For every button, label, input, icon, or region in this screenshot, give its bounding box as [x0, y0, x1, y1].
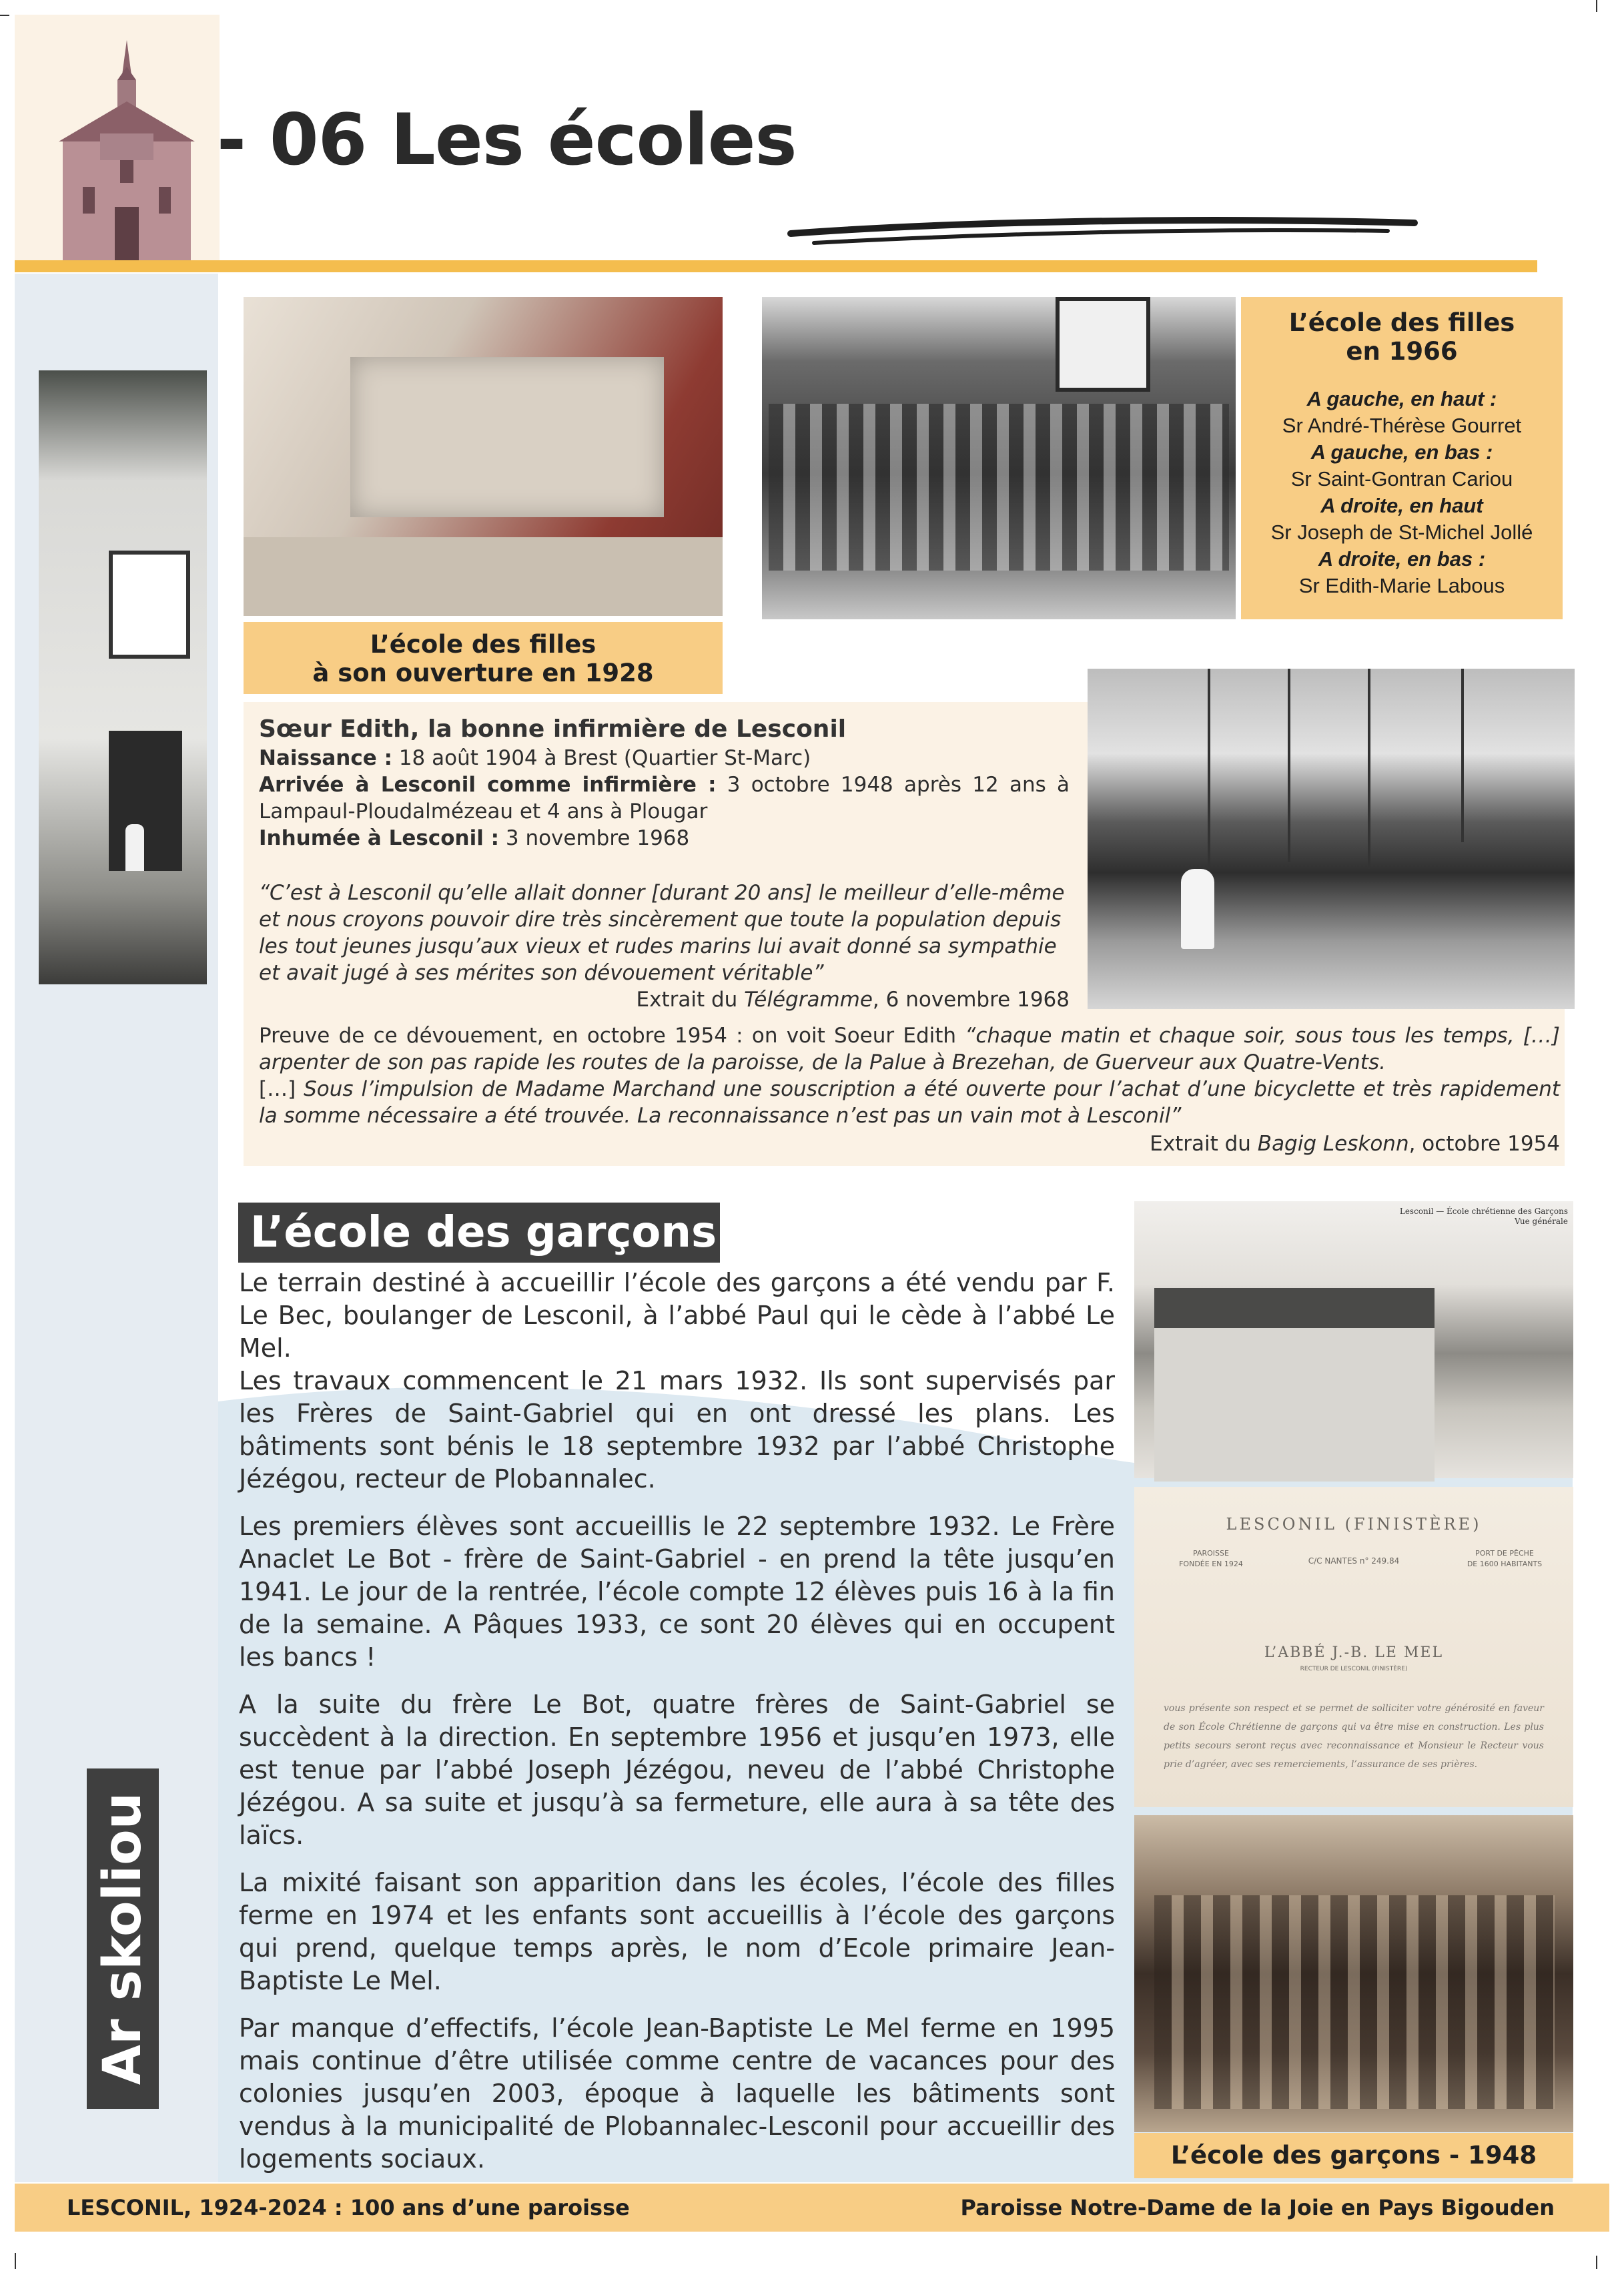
naissance-label: Naissance : [259, 746, 392, 770]
letter-center: C/C NANTES n° 249.84 [1308, 1556, 1400, 1566]
preuve-paragraph [259, 1022, 1560, 1129]
letter-right [1448, 1548, 1561, 1570]
bagig-source [259, 1130, 1560, 1157]
brush-stroke [787, 214, 1421, 254]
postcard-caption [1374, 1207, 1568, 1227]
letter-right-1: PORT DE PÊCHE [1475, 1549, 1534, 1558]
garcons-paragraph: Par manque d’effectifs, l’école Jean-Baptiste Le Mel ferme en 1995 mais continue d’être utilisée comme centre de vacances pour des colonies jusqu’en 2003, époque à laquelle les bâtiments sont vendus à la municipalité de Plobannalec-Lesconil pour accueillir des logements sociaux. [239, 2013, 1115, 2174]
inhumee-value: 3 novembre 1968 [499, 826, 690, 850]
photo-soeur-edith-port [1088, 669, 1575, 1009]
preuve-quote: “chaque matin et chaque soir, sous tous les temps, […] arpenter de son pas rapide les routes de la paroisse, de la Palue à Brezehan, de Guerveur aux Quatre-Vents. [259, 1024, 1560, 1074]
letter-sender: L’ABBÉ J.-B. LE MEL [1264, 1644, 1444, 1661]
caption-1928 [244, 630, 723, 687]
naissance-value: 18 août 1904 à Brest (Quartier St-Marc) [392, 746, 811, 770]
postcard-caption-2: Vue générale [1515, 1217, 1568, 1226]
legend-entry-name: Sr Edith-Marie Labous [1298, 574, 1505, 597]
arrivee-value: 3 octobre 1948 après 12 ans à Lampaul-Ploudalmézeau et 4 ans à Plougar [259, 773, 1070, 824]
caption-1928-line1: L’école des filles [370, 630, 596, 659]
preuve-quote2-prefix: […] [259, 1077, 304, 1101]
source2-title: Bagig Leskonn [1257, 1132, 1409, 1156]
photo-ecole-filles-1966 [762, 297, 1236, 619]
source2-suffix: , octobre 1954 [1408, 1132, 1560, 1156]
caption-1948: L’école des garçons - 1948 [1170, 2141, 1537, 2170]
garcons-paragraph: A la suite du frère Le Bot, quatre frères de Saint-Gabriel se succèdent à la direction. En septembre 1956 et jusqu’en 1973, elle est tenue par l’abbé Joseph Jézégou, neveu de l’abbé Christophe Jézégou. A sa suite et jusqu’à sa fermeture, elle aura à sa tête des laïcs. [239, 1690, 1115, 1850]
legend-entry-name: Sr Joseph de St-Michel Jollé [1270, 521, 1533, 544]
telegramme-quote: “C’est à Lesconil qu’elle allait donner [durant 20 ans] le meilleur d’elle-même et nous croyons pouvoir dire très sincèrement que toute la population depuis les tout jeunes jusqu’aux vieux et rudes marins lui avait donné sa sympathie et avait jugé à ses mérites son dévouement véritable” [259, 881, 1065, 985]
source2-prefix: Extrait du [1150, 1132, 1258, 1156]
legend-entry-name: Sr André-Thérèse Gourret [1282, 414, 1522, 437]
header-bar [15, 260, 1537, 272]
arrivee-line [259, 771, 1070, 825]
source-title: Télégramme [744, 988, 873, 1012]
garcons-paragraph: Les premiers élèves sont accueillis le 22 septembre 1932. Le Frère Anaclet Le Bot - frère de Saint-Gabriel - en prend la tête jusqu’en 1941. Le jour de la rentrée, l’école compte 12 élèves puis 16 à la fin de la semaine. A Pâques 1933, ce sont 20 élèves qui en occupent les bancs ! [239, 1512, 1115, 1672]
crop-mark-tr [1596, 0, 1597, 12]
photo-soeur-doorway [39, 370, 207, 984]
source-suffix: , 6 novembre 1968 [872, 988, 1070, 1012]
inhumee-label: Inhumée à Lesconil : [259, 826, 500, 850]
footer-left: LESCONIL, 1924-2024 : 100 ans d’une paroisse [67, 2195, 630, 2220]
postcard-caption-1: Lesconil — École chrétienne des Garçons [1399, 1207, 1568, 1216]
legend-entry-name: Sr Saint-Gontran Cariou [1290, 467, 1513, 491]
letter-sender-sub: RECTEUR DE LESCONIL (FINISTÈRE) [1300, 1666, 1408, 1672]
letter-left-2: FONDÉE EN 1924 [1179, 1560, 1243, 1568]
naissance-line [259, 745, 1070, 771]
church-icon [53, 40, 200, 260]
garcons-paragraph: Le terrain destiné à accueillir l’école des garçons a été vendu par F. Le Bec, boulanger de Lesconil, à l’abbé Paul qui le cède à l’abbé Le Mel. [239, 1268, 1115, 1363]
soeur-edith-title: Sœur Edith, la bonne infirmière de Lesconil [259, 715, 847, 743]
letter-title: LESCONIL (FINISTÈRE) [1226, 1515, 1482, 1534]
caption-1928-line2: à son ouverture en 1928 [312, 659, 654, 687]
letter-right-2: DE 1600 HABITANTS [1467, 1560, 1543, 1568]
legend-1966-title-2: en 1966 [1346, 337, 1458, 366]
inhumee-line [259, 825, 1070, 852]
garcons-body [239, 1267, 1115, 2190]
garcons-heading: L’école des garçons [250, 1208, 717, 1257]
crop-mark-bl [15, 2253, 16, 2269]
legend-entry-label: A gauche, en haut : [1306, 387, 1497, 410]
crop-mark-tl [0, 15, 9, 16]
legend-entry-label: A droite, en haut [1320, 494, 1483, 517]
legend-1966 [1241, 308, 1563, 599]
footer-right: Paroisse Notre-Dame de la Joie en Pays Bigouden [960, 2195, 1555, 2220]
garcons-paragraph: La mixité faisant son apparition dans les écoles, l’école des filles ferme en 1974 et les enfants sont accueillis à l’école des garçons qui prend, quelque temps après, le nom d’Ecole primaire Jean-Baptiste Le Mel. [239, 1868, 1115, 1995]
vertical-label: Ar skoliou [93, 1792, 153, 2085]
preuve-intro: Preuve de ce dévouement, en octobre 1954 : on voit Soeur Edith [259, 1024, 965, 1048]
legend-entry-label: A gauche, en bas : [1310, 440, 1493, 464]
telegramme-source [259, 986, 1070, 1013]
photo-ecole-garcons-1948 [1134, 1815, 1573, 2132]
legend-1966-title-1: L’école des filles [1288, 308, 1515, 337]
letter-left-1: PAROISSE [1193, 1549, 1229, 1558]
page-title: - 06 Les écoles [217, 99, 797, 181]
arrivee-label: Arrivée à Lesconil comme infirmière : [259, 773, 717, 797]
photo-ecole-filles-1928 [244, 297, 723, 616]
garcons-paragraph: Les travaux commencent le 21 mars 1932. Ils sont supervisés par les Frères de Saint-Gabriel qui en ont dressé les plans. Les bâtiments sont bénis le 18 septembre 1932 par l’abbé Christophe Jézégou, recteur de Plobannalec. [239, 1366, 1115, 1494]
preuve-quote2: Sous l’impulsion de Madame Marchand une souscription a été ouverte pour l’achat d’une bicyclette et très rapidement la somme nécessaire a été trouvée. La reconnaissance n’est pas un vain mot à Lesconil” [259, 1077, 1560, 1128]
crop-mark-br [1596, 2256, 1597, 2269]
photo-lettre-abbe [1134, 1487, 1573, 1807]
photo-postcard-ecole-garcons [1134, 1201, 1573, 1478]
legend-entry-label: A droite, en bas : [1318, 547, 1486, 571]
source-prefix: Extrait du [636, 988, 745, 1012]
soeur-edith-text [259, 714, 1070, 1013]
letter-body: vous présente son respect et se permet de solliciter votre générosité en faveur de son École Chrétienne de garçons qui va être mise en construction. Les plus petits secours seront reçus avec reconnaissance et Monsieur le Recteur vous prie d’agréer, avec ses remerciements, l’assurance de ses prières. [1164, 1703, 1544, 1770]
letter-left [1161, 1548, 1261, 1570]
